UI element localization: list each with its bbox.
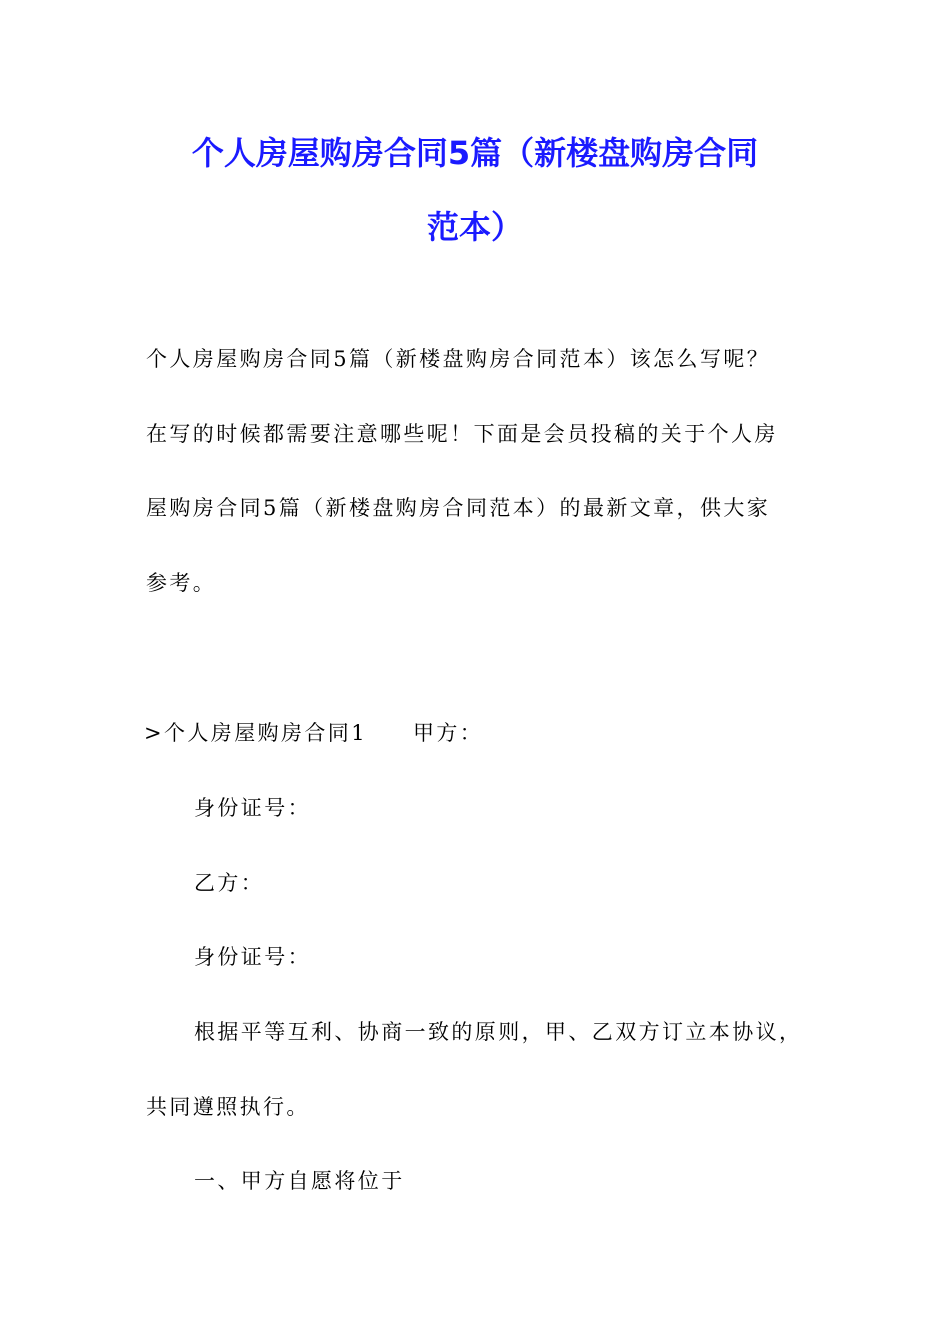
party-a-id-label: 身份证号： [194, 796, 311, 820]
document-title-line-1: 个人房屋购房合同5篇（新楼盘购房合同 [191, 134, 759, 172]
principle-line-1: 根据平等互利、协商一致的原则，甲、乙双方订立本协议， [194, 1020, 803, 1044]
party-b-label: 乙方： [194, 871, 265, 895]
party-b-id-label: 身份证号： [194, 945, 311, 969]
clause-1-line: 一、甲方自愿将位于 [194, 1169, 405, 1193]
contract-heading-row [144, 718, 483, 748]
party-a-label: 甲方： [412, 721, 484, 745]
intro-line-4: 参考。 [146, 571, 217, 595]
intro-line-3: 屋购房合同5篇（新楼盘购房合同范本）的最新文章，供大家 [146, 496, 771, 520]
principle-line-2: 共同遵照执行。 [146, 1095, 310, 1119]
intro-line-1: 个人房屋购房合同5篇（新楼盘购房合同范本）该怎么写呢？ [146, 347, 771, 371]
document-title-line-2: 范本） [426, 208, 523, 246]
contract-heading: >个人房屋购房合同1 [144, 721, 367, 745]
intro-line-2: 在写的时候都需要注意哪些呢！下面是会员投稿的关于个人房 [146, 422, 778, 446]
